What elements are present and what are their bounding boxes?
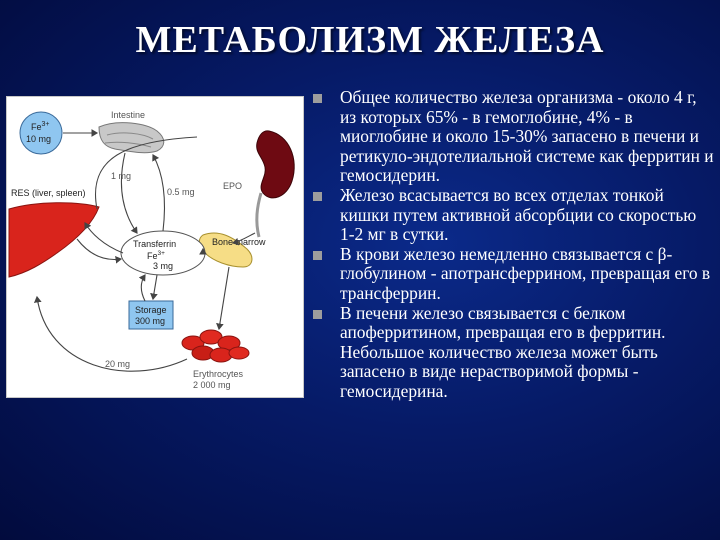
erythrocytes-amount: 2 000 mg <box>193 380 231 390</box>
bullet-marker <box>313 310 322 319</box>
flow-label-20mg: 20 mg <box>105 359 131 369</box>
res-label: RES (liver, spleen) <box>11 188 86 198</box>
erythrocytes-cluster <box>182 330 249 362</box>
bullet-text: Железо всасывается во всех отделах тонкой кишки путем активной абсорбции со скоростью 1-2 мг в сутки. <box>340 184 697 245</box>
bullet-item <box>313 186 715 245</box>
bullet-marker <box>313 94 322 103</box>
bone-marrow-label: Bone marrow <box>212 237 266 247</box>
slide-title: МЕТАБОЛИЗМ ЖЕЛЕЗА <box>135 19 605 61</box>
bullet-list <box>313 88 715 402</box>
bullet-marker <box>313 192 322 201</box>
storage-node <box>129 301 173 329</box>
bullet-text: В крови железо немедленно связывается с β-глобулином - апотрансферрином, превращая его в трансферрин. <box>340 243 711 303</box>
transferrin-charge: 3+ <box>157 250 165 257</box>
bullet-item <box>313 304 715 402</box>
transferrin-symbol: Fe <box>147 251 158 261</box>
transferrin-label: Transferrin <box>133 239 177 249</box>
dietary-iron-node <box>20 112 62 154</box>
storage-label: Storage <box>135 305 167 315</box>
erythrocytes-label: Erythrocytes <box>193 369 244 379</box>
diagram-svg <box>7 97 305 399</box>
bullet-item <box>313 245 715 304</box>
kidney-organ <box>257 131 295 237</box>
intestine-label: Intestine <box>111 110 146 120</box>
bullet-marker <box>313 251 322 260</box>
bullet-text: Общее количество железа организма - около 4 г, из которых 65% - в гемоглобине, 4% - в миоглобине и около 15-30% запасено в печени и ретикуло-эндотелиальной системе как ферритин и гемосидерин. <box>340 87 714 186</box>
transferrin-amount: 3 mg <box>153 261 174 271</box>
epo-label: EPO <box>223 181 243 191</box>
dietary-iron-charge: 3+ <box>41 121 50 128</box>
transferrin-node <box>121 231 205 275</box>
flow-label-0-5mg: 0.5 mg <box>167 187 195 197</box>
dietary-iron-symbol: Fe <box>31 122 42 132</box>
bullet-item <box>313 88 715 186</box>
liver-organ <box>9 203 99 277</box>
storage-amount: 300 mg <box>135 316 166 326</box>
bullet-text: В печени железо связывается с белком апоферритином, превращая его в ферритин. Небольшое количество железа может быть запасено в виде нерастворимой формы - гемосидерина. <box>340 302 666 401</box>
flow-label-1mg: 1 mg <box>111 171 132 181</box>
iron-metabolism-diagram <box>6 96 304 398</box>
dietary-iron-amount: 10 mg <box>26 134 52 144</box>
